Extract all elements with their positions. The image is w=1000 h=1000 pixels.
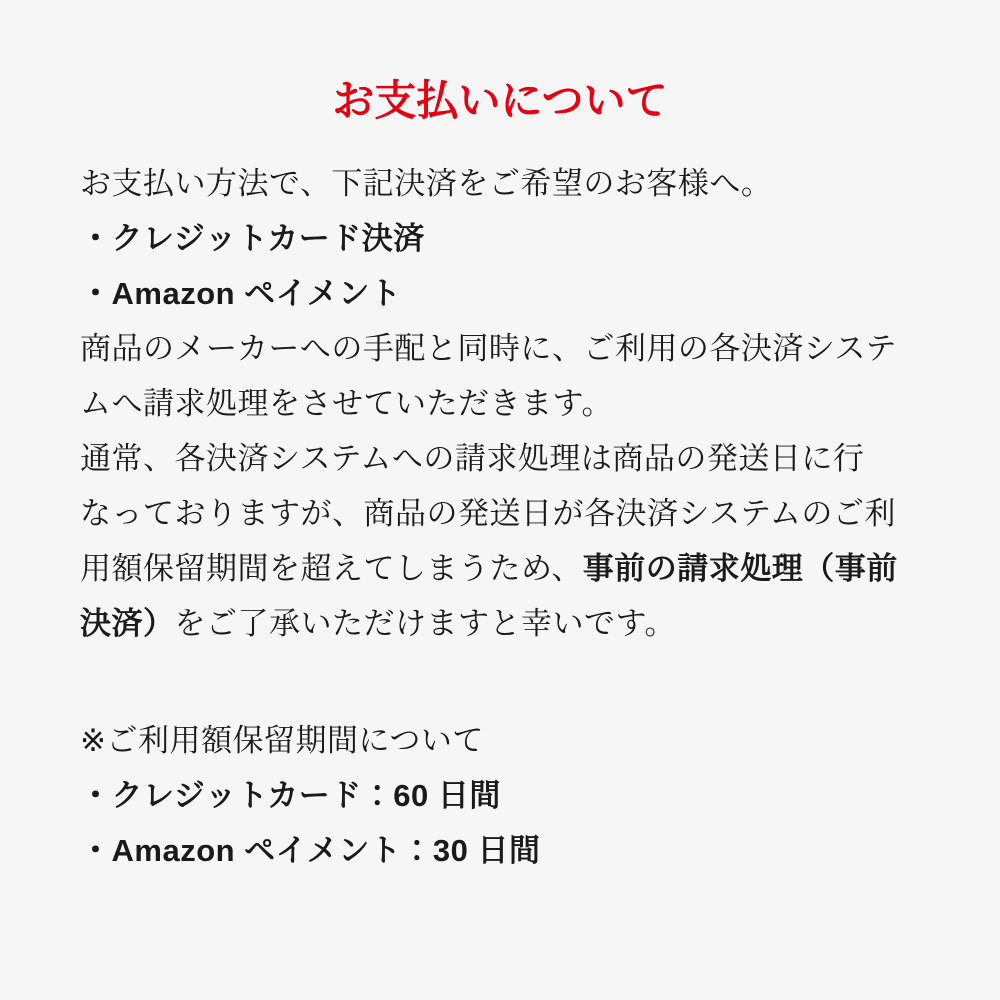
advance-billing-line-3	[80, 541, 920, 596]
advance-billing-text-2: なっておりますが、商品の発送日が各決済システムのご利	[80, 496, 896, 531]
arrangement-text-2: ムへ請求処理をさせていただきます。	[80, 386, 614, 421]
hold-period-note	[80, 713, 920, 878]
note-credit-card-text: ・クレジットカード：60 日間	[80, 778, 501, 813]
note-amazon-pay-text: ・Amazon ペイメント：30 日間	[80, 833, 541, 868]
note-heading-text: ※ご利用額保留期間について	[80, 723, 484, 758]
intro-line	[80, 156, 920, 211]
advance-billing-text-3: 用額保留期間を超えてしまうため、	[80, 551, 583, 586]
advance-billing-line-2	[80, 486, 920, 541]
note-credit-card	[80, 768, 920, 823]
arrangement-line-1	[80, 321, 920, 376]
arrangement-line-2	[80, 376, 920, 431]
advance-billing-bold-4: 決済）	[80, 606, 175, 641]
advance-billing-text-1: 通常、各決済システムへの請求処理は商品の発送日に行	[80, 441, 865, 476]
method-amazon-pay-text: ・Amazon ペイメント	[80, 276, 402, 311]
arrangement-text-1: 商品のメーカーへの手配と同時に、ご利用の各決済システ	[80, 331, 897, 366]
intro-text: お支払い方法で、下記決済をご希望のお客様へ。	[80, 166, 773, 201]
note-heading	[80, 713, 920, 768]
advance-billing-line-4	[80, 596, 920, 651]
method-amazon-pay	[80, 266, 920, 321]
advance-billing-line-1	[80, 431, 920, 486]
page-title: お支払いについて	[332, 77, 668, 124]
method-credit-card-text: ・クレジットカード決済	[80, 221, 425, 256]
advance-billing-bold-3: 事前の請求処理（事前	[582, 551, 898, 586]
advance-billing-text-4: をご了承いただけますと幸いです。	[174, 606, 677, 641]
note-amazon-pay	[80, 823, 920, 878]
method-credit-card	[80, 211, 920, 266]
payment-body	[80, 156, 920, 651]
